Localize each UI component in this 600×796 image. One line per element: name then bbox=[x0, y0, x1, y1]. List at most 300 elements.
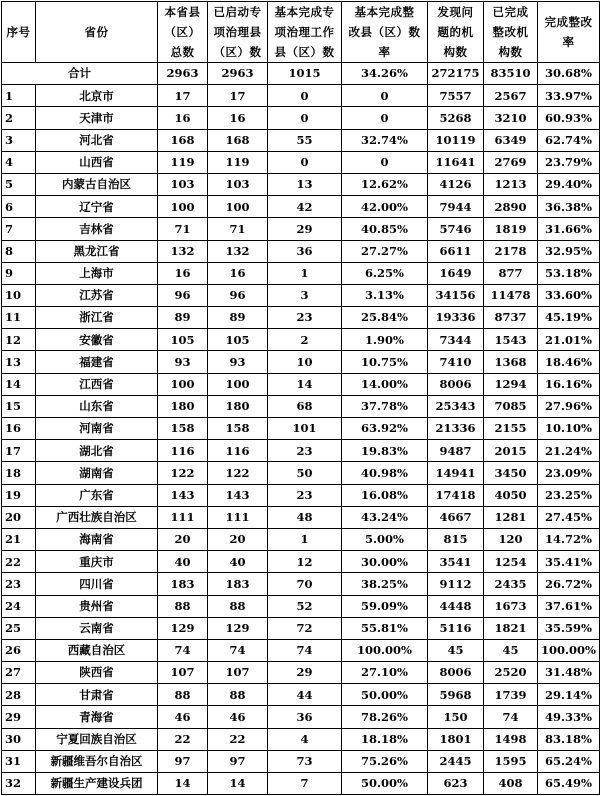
rectified-cell: 2890 bbox=[484, 196, 538, 218]
table-row bbox=[2, 706, 600, 728]
header-line: 题的机 bbox=[437, 25, 474, 39]
table-row bbox=[2, 551, 600, 573]
header-basic-rate bbox=[342, 2, 428, 63]
province-cell: 西藏自治区 bbox=[36, 639, 158, 661]
seq-cell: 12 bbox=[2, 329, 36, 351]
basic-done-cell: 42 bbox=[268, 196, 342, 218]
rectified-cell: 1739 bbox=[484, 684, 538, 706]
basic-done-cell: 48 bbox=[268, 506, 342, 528]
completion-rate-cell: 32.95% bbox=[538, 240, 600, 262]
started-cell: 88 bbox=[208, 595, 268, 617]
total-counties-cell: 100 bbox=[158, 373, 208, 395]
seq-cell: 2 bbox=[2, 107, 36, 129]
completion-rate-cell: 33.60% bbox=[538, 284, 600, 306]
basic-rate-cell: 30.00% bbox=[342, 551, 428, 573]
rectified-cell: 1213 bbox=[484, 173, 538, 195]
found-cell: 150 bbox=[428, 706, 484, 728]
rectified-cell: 408 bbox=[484, 773, 538, 795]
total-counties-cell: 183 bbox=[158, 573, 208, 595]
header-line: 整改机 bbox=[492, 25, 529, 39]
found-cell: 4448 bbox=[428, 595, 484, 617]
total-counties-cell: 14 bbox=[158, 773, 208, 795]
basic-done-cell: 44 bbox=[268, 684, 342, 706]
seq-cell: 32 bbox=[2, 773, 36, 795]
header-line: 本省县 bbox=[164, 5, 201, 19]
completion-rate-cell: 27.96% bbox=[538, 395, 600, 417]
total-counties-cell: 100 bbox=[158, 196, 208, 218]
basic-done-cell: 74 bbox=[268, 639, 342, 661]
basic-done-cell: 4 bbox=[268, 728, 342, 750]
basic-rate-cell: 1.90% bbox=[342, 329, 428, 351]
completion-rate-cell: 37.61% bbox=[538, 595, 600, 617]
basic-done-cell: 13 bbox=[268, 173, 342, 195]
header-completion-rate bbox=[538, 2, 600, 63]
basic-done-cell: 52 bbox=[268, 595, 342, 617]
found-cell: 6611 bbox=[428, 240, 484, 262]
completion-rate-cell: 35.59% bbox=[538, 617, 600, 639]
rectified-cell: 2015 bbox=[484, 440, 538, 462]
province-cell: 上海市 bbox=[36, 262, 158, 284]
completion-rate-cell: 18.46% bbox=[538, 351, 600, 373]
header-line: 基本完成整 bbox=[354, 5, 415, 19]
started-cell: 14 bbox=[208, 773, 268, 795]
province-cell: 青海省 bbox=[36, 706, 158, 728]
seq-cell: 23 bbox=[2, 573, 36, 595]
found-cell: 5116 bbox=[428, 617, 484, 639]
table-body bbox=[2, 63, 600, 795]
total-counties-cell: 107 bbox=[158, 662, 208, 684]
seq-cell: 22 bbox=[2, 551, 36, 573]
completion-rate-cell: 16.16% bbox=[538, 373, 600, 395]
rectified-cell: 1673 bbox=[484, 595, 538, 617]
started-cell: 111 bbox=[208, 506, 268, 528]
header-started bbox=[208, 2, 268, 63]
total-counties-cell: 88 bbox=[158, 684, 208, 706]
table-row bbox=[2, 728, 600, 750]
seq-cell: 15 bbox=[2, 395, 36, 417]
seq-cell: 17 bbox=[2, 440, 36, 462]
basic-rate-cell: 78.26% bbox=[342, 706, 428, 728]
total-found-cell: 272175 bbox=[428, 63, 484, 85]
total-counties-cell: 111 bbox=[158, 506, 208, 528]
started-cell: 20 bbox=[208, 528, 268, 550]
province-cell: 重庆市 bbox=[36, 551, 158, 573]
total-counties-cell: 2963 bbox=[158, 63, 208, 85]
total-counties-cell: 122 bbox=[158, 462, 208, 484]
started-cell: 40 bbox=[208, 551, 268, 573]
table-row bbox=[2, 528, 600, 550]
total-started-cell: 2963 bbox=[208, 63, 268, 85]
table-row bbox=[2, 129, 600, 151]
rectified-cell: 1595 bbox=[484, 750, 538, 772]
completion-rate-cell: 36.38% bbox=[538, 196, 600, 218]
started-cell: 143 bbox=[208, 484, 268, 506]
province-cell: 辽宁省 bbox=[36, 196, 158, 218]
total-counties-cell: 40 bbox=[158, 551, 208, 573]
province-cell: 新疆维吾尔自治区 bbox=[36, 750, 158, 772]
total-label: 合计 bbox=[2, 63, 158, 85]
found-cell: 1801 bbox=[428, 728, 484, 750]
province-cell: 陕西省 bbox=[36, 662, 158, 684]
basic-rate-cell: 37.78% bbox=[342, 395, 428, 417]
started-cell: 74 bbox=[208, 639, 268, 661]
table-row bbox=[2, 240, 600, 262]
found-cell: 5746 bbox=[428, 218, 484, 240]
seq-cell: 7 bbox=[2, 218, 36, 240]
total-counties-cell: 22 bbox=[158, 728, 208, 750]
table-row bbox=[2, 639, 600, 661]
completion-rate-cell: 14.72% bbox=[538, 528, 600, 550]
province-cell: 黑龙江省 bbox=[36, 240, 158, 262]
province-cell: 河南省 bbox=[36, 418, 158, 440]
header-line: 率 bbox=[378, 45, 391, 59]
header-line: 完成整改 bbox=[544, 15, 593, 29]
started-cell: 71 bbox=[208, 218, 268, 240]
found-cell: 623 bbox=[428, 773, 484, 795]
header-seq-line: 序号 bbox=[6, 25, 31, 39]
basic-done-cell: 73 bbox=[268, 750, 342, 772]
seq-cell: 13 bbox=[2, 351, 36, 373]
seq-cell: 29 bbox=[2, 706, 36, 728]
found-cell: 4667 bbox=[428, 506, 484, 528]
total-counties-cell: 116 bbox=[158, 440, 208, 462]
seq-cell: 30 bbox=[2, 728, 36, 750]
started-cell: 180 bbox=[208, 395, 268, 417]
basic-rate-cell: 16.08% bbox=[342, 484, 428, 506]
seq-cell: 5 bbox=[2, 173, 36, 195]
rectified-cell: 120 bbox=[484, 528, 538, 550]
seq-cell: 9 bbox=[2, 262, 36, 284]
table-row bbox=[2, 573, 600, 595]
started-cell: 158 bbox=[208, 418, 268, 440]
total-counties-cell: 105 bbox=[158, 329, 208, 351]
total-row bbox=[2, 63, 600, 85]
total-counties-cell: 16 bbox=[158, 107, 208, 129]
basic-rate-cell: 0 bbox=[342, 85, 428, 107]
found-cell: 7410 bbox=[428, 351, 484, 373]
total-counties-cell: 74 bbox=[158, 639, 208, 661]
province-cell: 湖南省 bbox=[36, 462, 158, 484]
basic-rate-cell: 63.92% bbox=[342, 418, 428, 440]
found-cell: 8006 bbox=[428, 662, 484, 684]
rectified-cell: 2178 bbox=[484, 240, 538, 262]
basic-done-cell: 55 bbox=[268, 129, 342, 151]
total-counties-cell: 17 bbox=[158, 85, 208, 107]
seq-cell: 16 bbox=[2, 418, 36, 440]
basic-done-cell: 70 bbox=[268, 573, 342, 595]
table-row bbox=[2, 284, 600, 306]
found-cell: 19336 bbox=[428, 307, 484, 329]
found-cell: 5968 bbox=[428, 684, 484, 706]
province-cell: 北京市 bbox=[36, 85, 158, 107]
basic-done-cell: 50 bbox=[268, 462, 342, 484]
province-cell: 安徽省 bbox=[36, 329, 158, 351]
found-cell: 7344 bbox=[428, 329, 484, 351]
found-cell: 10119 bbox=[428, 129, 484, 151]
completion-rate-cell: 23.79% bbox=[538, 151, 600, 173]
started-cell: 100 bbox=[208, 196, 268, 218]
completion-rate-cell: 65.24% bbox=[538, 750, 600, 772]
rectified-cell: 877 bbox=[484, 262, 538, 284]
total-counties-cell: 119 bbox=[158, 151, 208, 173]
found-cell: 8006 bbox=[428, 373, 484, 395]
basic-rate-cell: 42.00% bbox=[342, 196, 428, 218]
basic-rate-cell: 40.85% bbox=[342, 218, 428, 240]
table-row bbox=[2, 595, 600, 617]
basic-rate-cell: 50.00% bbox=[342, 684, 428, 706]
basic-rate-cell: 40.98% bbox=[342, 462, 428, 484]
province-cell: 贵州省 bbox=[36, 595, 158, 617]
table-row bbox=[2, 418, 600, 440]
total-counties-cell: 103 bbox=[158, 173, 208, 195]
province-cell: 山东省 bbox=[36, 395, 158, 417]
seq-cell: 8 bbox=[2, 240, 36, 262]
basic-done-cell: 10 bbox=[268, 351, 342, 373]
basic-rate-cell: 100.00% bbox=[342, 639, 428, 661]
table-row bbox=[2, 151, 600, 173]
seq-cell: 25 bbox=[2, 617, 36, 639]
completion-rate-cell: 100.00% bbox=[538, 639, 600, 661]
rectified-cell: 74 bbox=[484, 706, 538, 728]
basic-rate-cell: 5.00% bbox=[342, 528, 428, 550]
started-cell: 116 bbox=[208, 440, 268, 462]
seq-cell: 31 bbox=[2, 750, 36, 772]
province-cell: 湖北省 bbox=[36, 440, 158, 462]
basic-done-cell: 101 bbox=[268, 418, 342, 440]
started-cell: 100 bbox=[208, 373, 268, 395]
completion-rate-cell: 31.48% bbox=[538, 662, 600, 684]
table-row bbox=[2, 173, 600, 195]
completion-rate-cell: 53.18% bbox=[538, 262, 600, 284]
basic-done-cell: 12 bbox=[268, 551, 342, 573]
province-cell: 河北省 bbox=[36, 129, 158, 151]
rectified-cell: 2769 bbox=[484, 151, 538, 173]
table-row bbox=[2, 462, 600, 484]
seq-cell: 27 bbox=[2, 662, 36, 684]
completion-rate-cell: 60.93% bbox=[538, 107, 600, 129]
started-cell: 132 bbox=[208, 240, 268, 262]
rectified-cell: 1821 bbox=[484, 617, 538, 639]
header-line: 改县（区）数 bbox=[348, 25, 421, 39]
found-cell: 2445 bbox=[428, 750, 484, 772]
header-line: 发现问 bbox=[437, 5, 474, 19]
province-cell: 广东省 bbox=[36, 484, 158, 506]
seq-cell: 21 bbox=[2, 528, 36, 550]
total-completion-rate-cell: 30.68% bbox=[538, 63, 600, 85]
table-row bbox=[2, 395, 600, 417]
completion-rate-cell: 21.01% bbox=[538, 329, 600, 351]
started-cell: 46 bbox=[208, 706, 268, 728]
basic-done-cell: 68 bbox=[268, 395, 342, 417]
total-counties-cell: 88 bbox=[158, 595, 208, 617]
rectified-cell: 1498 bbox=[484, 728, 538, 750]
basic-rate-cell: 25.84% bbox=[342, 307, 428, 329]
header-province bbox=[36, 2, 158, 63]
province-cell: 吉林省 bbox=[36, 218, 158, 240]
basic-done-cell: 23 bbox=[268, 484, 342, 506]
rectified-cell: 1368 bbox=[484, 351, 538, 373]
basic-done-cell: 36 bbox=[268, 706, 342, 728]
completion-rate-cell: 10.10% bbox=[538, 418, 600, 440]
basic-rate-cell: 0 bbox=[342, 151, 428, 173]
basic-done-cell: 36 bbox=[268, 240, 342, 262]
total-counties-cell: 97 bbox=[158, 750, 208, 772]
seq-cell: 26 bbox=[2, 639, 36, 661]
rectified-cell: 6349 bbox=[484, 129, 538, 151]
rectified-cell: 2155 bbox=[484, 418, 538, 440]
basic-rate-cell: 6.25% bbox=[342, 262, 428, 284]
total-basic-done-cell: 1015 bbox=[268, 63, 342, 85]
rectified-cell: 2435 bbox=[484, 573, 538, 595]
completion-rate-cell: 62.74% bbox=[538, 129, 600, 151]
basic-done-cell: 14 bbox=[268, 373, 342, 395]
started-cell: 16 bbox=[208, 262, 268, 284]
province-cell: 广西壮族自治区 bbox=[36, 506, 158, 528]
found-cell: 4126 bbox=[428, 173, 484, 195]
found-cell: 1649 bbox=[428, 262, 484, 284]
table-row bbox=[2, 750, 600, 772]
province-cell: 云南省 bbox=[36, 617, 158, 639]
started-cell: 103 bbox=[208, 173, 268, 195]
rectified-cell: 4050 bbox=[484, 484, 538, 506]
basic-done-cell: 1 bbox=[268, 528, 342, 550]
seq-cell: 3 bbox=[2, 129, 36, 151]
province-cell: 福建省 bbox=[36, 351, 158, 373]
table-row bbox=[2, 107, 600, 129]
table-row bbox=[2, 373, 600, 395]
basic-rate-cell: 27.10% bbox=[342, 662, 428, 684]
rectified-cell: 1294 bbox=[484, 373, 538, 395]
province-cell: 宁夏回族自治区 bbox=[36, 728, 158, 750]
basic-done-cell: 7 bbox=[268, 773, 342, 795]
rectified-cell: 7085 bbox=[484, 395, 538, 417]
table-row bbox=[2, 329, 600, 351]
total-counties-cell: 93 bbox=[158, 351, 208, 373]
basic-done-cell: 0 bbox=[268, 151, 342, 173]
total-counties-cell: 158 bbox=[158, 418, 208, 440]
header-line: 率 bbox=[562, 35, 575, 49]
province-cell: 江西省 bbox=[36, 373, 158, 395]
started-cell: 107 bbox=[208, 662, 268, 684]
rectified-cell: 3210 bbox=[484, 107, 538, 129]
started-cell: 97 bbox=[208, 750, 268, 772]
rectified-cell: 8737 bbox=[484, 307, 538, 329]
table-row bbox=[2, 196, 600, 218]
rectified-cell: 45 bbox=[484, 639, 538, 661]
header-line: 已启动专 bbox=[213, 5, 262, 19]
started-cell: 105 bbox=[208, 329, 268, 351]
completion-rate-cell: 29.14% bbox=[538, 684, 600, 706]
header-line: 基本完成专 bbox=[274, 5, 335, 19]
basic-done-cell: 72 bbox=[268, 617, 342, 639]
started-cell: 122 bbox=[208, 462, 268, 484]
started-cell: 22 bbox=[208, 728, 268, 750]
started-cell: 17 bbox=[208, 85, 268, 107]
completion-rate-cell: 49.33% bbox=[538, 706, 600, 728]
completion-rate-cell: 23.09% bbox=[538, 462, 600, 484]
found-cell: 815 bbox=[428, 528, 484, 550]
table-row bbox=[2, 85, 600, 107]
rectified-cell: 1819 bbox=[484, 218, 538, 240]
basic-rate-cell: 27.27% bbox=[342, 240, 428, 262]
seq-cell: 6 bbox=[2, 196, 36, 218]
found-cell: 5268 bbox=[428, 107, 484, 129]
seq-cell: 1 bbox=[2, 85, 36, 107]
rectified-cell: 1281 bbox=[484, 506, 538, 528]
basic-done-cell: 29 bbox=[268, 218, 342, 240]
header-found bbox=[428, 2, 484, 63]
basic-rate-cell: 0 bbox=[342, 107, 428, 129]
started-cell: 119 bbox=[208, 151, 268, 173]
table-row bbox=[2, 662, 600, 684]
header-line: 已完成 bbox=[492, 5, 529, 19]
province-cell: 甘肃省 bbox=[36, 684, 158, 706]
started-cell: 93 bbox=[208, 351, 268, 373]
basic-rate-cell: 18.18% bbox=[342, 728, 428, 750]
seq-cell: 20 bbox=[2, 506, 36, 528]
rectified-cell: 1543 bbox=[484, 329, 538, 351]
completion-rate-cell: 27.45% bbox=[538, 506, 600, 528]
started-cell: 88 bbox=[208, 684, 268, 706]
total-counties-cell: 71 bbox=[158, 218, 208, 240]
header-province-line: 省份 bbox=[84, 25, 109, 39]
province-cell: 浙江省 bbox=[36, 307, 158, 329]
total-counties-cell: 129 bbox=[158, 617, 208, 639]
province-cell: 江苏省 bbox=[36, 284, 158, 306]
seq-cell: 11 bbox=[2, 307, 36, 329]
total-counties-cell: 20 bbox=[158, 528, 208, 550]
basic-done-cell: 0 bbox=[268, 107, 342, 129]
started-cell: 129 bbox=[208, 617, 268, 639]
completion-rate-cell: 65.49% bbox=[538, 773, 600, 795]
header-line: （区）数 bbox=[213, 45, 262, 59]
total-counties-cell: 168 bbox=[158, 129, 208, 151]
total-counties-cell: 132 bbox=[158, 240, 208, 262]
province-cell: 内蒙古自治区 bbox=[36, 173, 158, 195]
header-line: 项治理工作 bbox=[274, 25, 335, 39]
total-counties-cell: 143 bbox=[158, 484, 208, 506]
total-counties-cell: 180 bbox=[158, 395, 208, 417]
basic-done-cell: 0 bbox=[268, 85, 342, 107]
found-cell: 25343 bbox=[428, 395, 484, 417]
basic-rate-cell: 38.25% bbox=[342, 573, 428, 595]
basic-done-cell: 23 bbox=[268, 307, 342, 329]
province-rectification-table bbox=[1, 1, 600, 795]
province-cell: 海南省 bbox=[36, 528, 158, 550]
table-row bbox=[2, 262, 600, 284]
header-seq bbox=[2, 2, 36, 63]
basic-rate-cell: 3.13% bbox=[342, 284, 428, 306]
seq-cell: 18 bbox=[2, 462, 36, 484]
found-cell: 17418 bbox=[428, 484, 484, 506]
header-line: 构数 bbox=[443, 45, 468, 59]
completion-rate-cell: 35.41% bbox=[538, 551, 600, 573]
started-cell: 89 bbox=[208, 307, 268, 329]
header-line: 县（区）数 bbox=[274, 45, 335, 59]
total-rectified-cell: 83510 bbox=[484, 63, 538, 85]
basic-rate-cell: 12.62% bbox=[342, 173, 428, 195]
header-basic-done bbox=[268, 2, 342, 63]
basic-rate-cell: 55.81% bbox=[342, 617, 428, 639]
rectified-cell: 3450 bbox=[484, 462, 538, 484]
completion-rate-cell: 33.97% bbox=[538, 85, 600, 107]
province-cell: 天津市 bbox=[36, 107, 158, 129]
found-cell: 11641 bbox=[428, 151, 484, 173]
basic-done-cell: 23 bbox=[268, 440, 342, 462]
basic-rate-cell: 50.00% bbox=[342, 773, 428, 795]
seq-cell: 4 bbox=[2, 151, 36, 173]
found-cell: 3541 bbox=[428, 551, 484, 573]
